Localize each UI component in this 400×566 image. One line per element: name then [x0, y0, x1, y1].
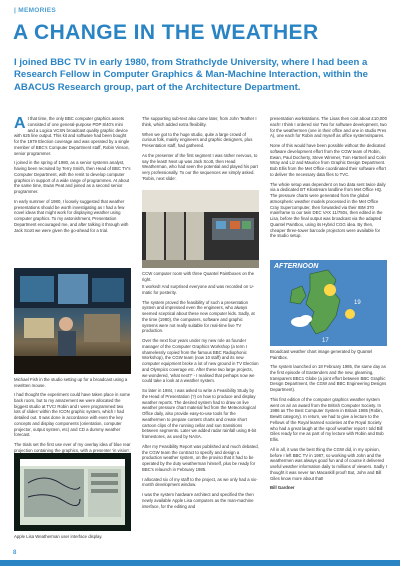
weather-chart-label: AFTERNOON [274, 263, 319, 270]
paragraph: After my Feasibility Report was published and much debated, the CGW team the contract to specify and design a production weather system, on the proviso that it had to be operated by the duty weatherman himself, plus be ready for BBC's relaunch in February 1985. [142, 443, 259, 472]
article-column-3b [270, 364, 387, 495]
photo-cgw-computer-room [142, 190, 259, 268]
paragraph: The system proved the feasibility of such a presentation system and impressed even the engineers, who always seemed sceptical about these new computer kids. Sadly, at the time (1980), the computers, software and graphic systems were not really suitable for real-time live TV production. [142, 299, 255, 334]
article-column-2b [142, 284, 259, 513]
intro-paragraph: I joined BBC TV in early 1980, from Strathclyde University, where I had been a Research Fellow in Computer Graphics & Man-Machine Interaction, within the ABACUS Research group, part of the Architecture Department. [14, 57, 368, 93]
paragraph: It worked! And surprised everyone and was recorded on U-matic for posterity. [142, 284, 255, 295]
drop-cap: A [14, 115, 26, 132]
caption-cgw-room: CCW computer room with three Quantel Paintboxes on the right. [142, 271, 255, 282]
page-number: 8 [13, 550, 17, 556]
paragraph: I joined in the spring of 1980, as a senior systems analyst, having been recruited by Terry Smith, then Head of BBC TV's Computer Department, with the remit to develop computer graphics in support of a wide range of programmes. At about the same time, Ewan Peat and joined as a second senior programmer. [14, 160, 131, 194]
svg-text:19: 19 [354, 300, 361, 306]
paragraph: The trials set the first use ever of my overlay idea of blue rear projection containing the graphics, with a presenter 'in vision', [14, 442, 131, 453]
paragraph: I allocated six of my staff to the project, as we only had a six-month development window. [142, 476, 258, 488]
computer-room-illustration [142, 190, 259, 268]
section-label: | MEMORIES [14, 7, 57, 14]
studio-illustration [14, 268, 131, 374]
photo-weather-chart [270, 260, 387, 346]
weather-map-illustration [270, 260, 387, 346]
paragraph: I was the system hardware architect and specified the then newly available Apple Lisa computers as the man-machine interface, for the editing and [142, 492, 254, 509]
article-column-3 [270, 116, 387, 243]
paragraph: The whole setup was dependent on two data sent twice daily via a dedicated BT Kilostream landline from Met Office HQ. The pressure charts were generated from the global atmospheric weather models processed in the Met Office Cray Supercomputer, then forwarded via their IBM 370 mainframe to our twin DEC VAX 11/750s, then edited in the Lisa, before the final output was broadcast via the adapted Quantel Paintbox, using its Hybrid CGG idea. By then, cheaper three-tower barcode projectors were available for the studio setup. [270, 181, 386, 239]
photo-michael-fish-studio [14, 268, 131, 374]
paragraph: When we got to the huge studio, quite a large crowd of curious folk, mainly engineers and graphic designers, plus Presentation staff, had gathered. [142, 131, 253, 148]
article-column-2 [142, 116, 259, 186]
caption-apple-lisa: Apple Lisa Weatherman user interface display. [14, 534, 103, 539]
paragraph: So later in 1984, I was asked to write a Feasibility Study by the Head of Presentation (?) on how to produce and display weather reports. The desired system had to draw on live weather pressure chart material fed from the Meteorological Office daily, also provide easy-to-use tools for the weathermen to prepare content charts and create short cartoon clips of the running cellar and sun transitions between segments. Later we added radar rainfall using 8-bit framestores, as used by NASA. [142, 388, 257, 439]
photo-apple-lisa-interface [14, 453, 131, 531]
paragraph: None of this would have been possible without the dedicated software development effort from the CGW team of Robin, Ewan, Paul Docherty, Steve Wimmer, Tom Hartnell and Colin Wray and Liz and Maurice from Graphic Design Department. Bob Ellis from the Met Office coordinated their software effort to deliver the necessary data files to TVC. [270, 143, 386, 177]
article-column-1 [14, 116, 131, 237]
paragraph: presentation workstations. The Lisas then cost about £10,000 each! I think I ordered six! Two for software development, two for the weathermen (one in their office and one in studio Pres A), one each for Robin and myself as office systems/spares. [270, 116, 387, 139]
paragraph: t that time, the only BBC computer graphics assets consisted of one general-purpose PDP 8/40's mini and a Logica VCSN broadcast quality graphic device with 625 line output. This kit and software had been bought for the 1979 Election coverage and was operated by a single member of BBC's Computer Department staff, Robin Vinson, senior programmer. [14, 116, 130, 156]
paragraph: Over the next four years under my new role as founder manager of the Computer Graphics Workshop (a term I shamelessly copied from the famous BBC Radiophonic Workshop), the CGW team (now 10 staff) and its new computer equipment broke a lot of new ground in TV Election and Olympics coverage etc. After these two large projects, we wondered, 'what next?' - I realised that perhaps now we could take a look at a weather system. [142, 338, 259, 384]
svg-text:17: 17 [322, 338, 329, 344]
paragraph: In early summer of 1980, I loosely suggested that weather presentations should be worth investigating as I had a few novel ideas that might work for displaying weather using computer graphics. To my astonishment, Presentation Department encouraged me, and after talking it through with Jack Scott we were given the go-ahead for a trial. [14, 198, 129, 233]
paragraph: All in all, it was the best thing the CGW did, in my opinion, before I left BBC TV in 1987, so working with John and the weathermen was always good fun and of course it delivered useful weather information daily to millions of viewers. Sadly I thought it was never Ian Macaskill proof! But, John and Bill Giles know more about that! [270, 446, 387, 481]
paragraph: This first edition of the computer graphics weather system went on air an award from the British Computer Society. In 1986 as The Best Computer System in Britain 1985 (Robin, Bewitt category). In return, we had to give a lecture to the Fellows of the Royal learned societies at the Royal Society who had a great laugh at the spoof weather report I told Bill Giles ready for me as part of my lecture with Robin and Bob Ellis. [270, 396, 384, 442]
paragraph: The supporting sub-text also came later, from John Teather I think, which added extra flexibility. [142, 116, 257, 127]
paragraph: As the presenter of the first segment I was rather nervous, to say the least! Next up was Jack Scott, then Head Weatherman, who had seen the potential and played his part very professionally. To our the sequences we simply asked. 'Robin, next slide'. [142, 152, 258, 181]
lisa-screen-illustration [14, 453, 131, 531]
page-title: A CHANGE IN THE WEATHER [13, 21, 319, 44]
paragraph: I had thought the experiment could have taken place in some back room, but to my amazement we were allocated the biggest studio at TVC! Robin and I were programmed two lots of slides' within the ICON graphic system, which I had detailed out. It was done in accordance with even the key concepts and display components (orientation, computer projector, output system, etc) and CD a dummy weather forecast. [14, 392, 131, 438]
author-signature: Bill Gardner [270, 485, 295, 491]
paragraph: The system launched on 18 February 1985, the same day as the first episode of Eastenders and the new, gleaming, transparent BBC1 Globe (a joint effort between BBC Graphic Design Department, the CGW and BBC Engineering Designs Department). [270, 364, 387, 392]
footer-bar [0, 560, 400, 566]
caption-michael-fish: Michael Fish in the studio setting up for a broadcast using a rewritten mouse. [14, 377, 128, 388]
caption-weather-chart: Broadcast weather chart image generated by Quantel Paintbox. [270, 349, 372, 360]
